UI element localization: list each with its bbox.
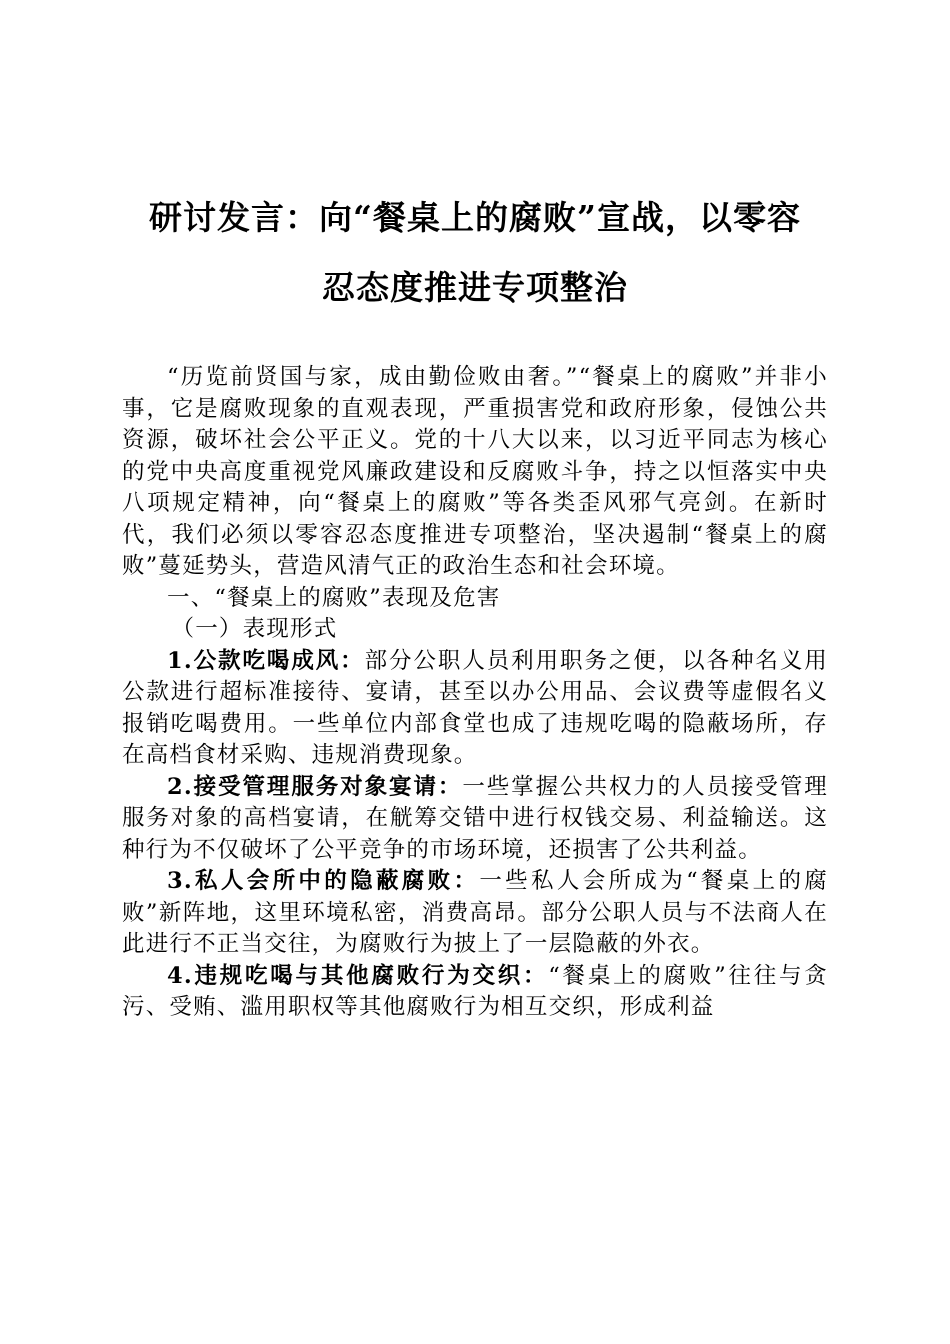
subsection-heading: （一）表现形式	[171, 616, 338, 642]
list-item	[122, 772, 828, 867]
list-item	[122, 646, 828, 772]
item-text: “餐桌上的腐败”往往与贪污、受贿、滥用职权等其他腐败行为相互交织，形成利益	[122, 962, 828, 1020]
document-title-line-2: 忍态度推进专项整治	[322, 268, 628, 307]
item-lead: 3.私人会所中的隐蔽腐败：	[167, 868, 480, 894]
item-lead: 1.公款吃喝成风：	[167, 647, 365, 674]
item-lead: 2.接受管理服务对象宴请：	[167, 773, 463, 800]
item-lead: 4.违规吃喝与其他腐败行为交织：	[167, 962, 549, 989]
intro-paragraph: “历览前贤国与家，成由勤俭败由奢。”“餐桌上的腐败”并非小事，它是腐败现象的直观表现，严重损害党和政府形象，侵蚀公共资源，破坏社会公平正义。党的十八大以来，以习近平同志为核心的党中央高度重视党风廉政建设和反腐败斗争，持之以恒落实中央八项规定精神，向“餐桌上的腐败”等各类歪风邪气亮剑。在新时代，我们必须以零容忍态度推进专项整治，坚决遏制“餐桌上的腐败”蔓延势头，营造风清气正的政治生态和社会环境。	[122, 364, 828, 579]
item-text: 部分公职人员利用职务之便，以各种名义用公款进行超标准接待、宴请，甚至以办公用品、会议费等虚假名义报销吃喝费用。一些单位内部食堂也成了违规吃喝的隐蔽场所，存在高档食材采购、违规消费现象。	[122, 647, 828, 768]
document-title-line-1: 研讨发言：向“餐桌上的腐败”宣战，以零容	[149, 198, 801, 237]
list-item	[122, 961, 828, 1024]
list-item	[122, 866, 828, 961]
document-body	[122, 362, 828, 1024]
item-text: 一些掌握公共权力的人员接受管理服务对象的高档宴请，在觥筹交错中进行权钱交易、利益输送。这种行为不仅破坏了公平竞争的市场环境，还损害了公共利益。	[122, 773, 828, 863]
item-text: 一些私人会所成为“餐桌上的腐败”新阵地，这里环境私密，消费高昂。部分公职人员与不法商人在此进行不正当交往，为腐败行为披上了一层隐蔽的外衣。	[122, 868, 829, 957]
section-heading: 一、“餐桌上的腐败”表现及危害	[167, 584, 501, 611]
